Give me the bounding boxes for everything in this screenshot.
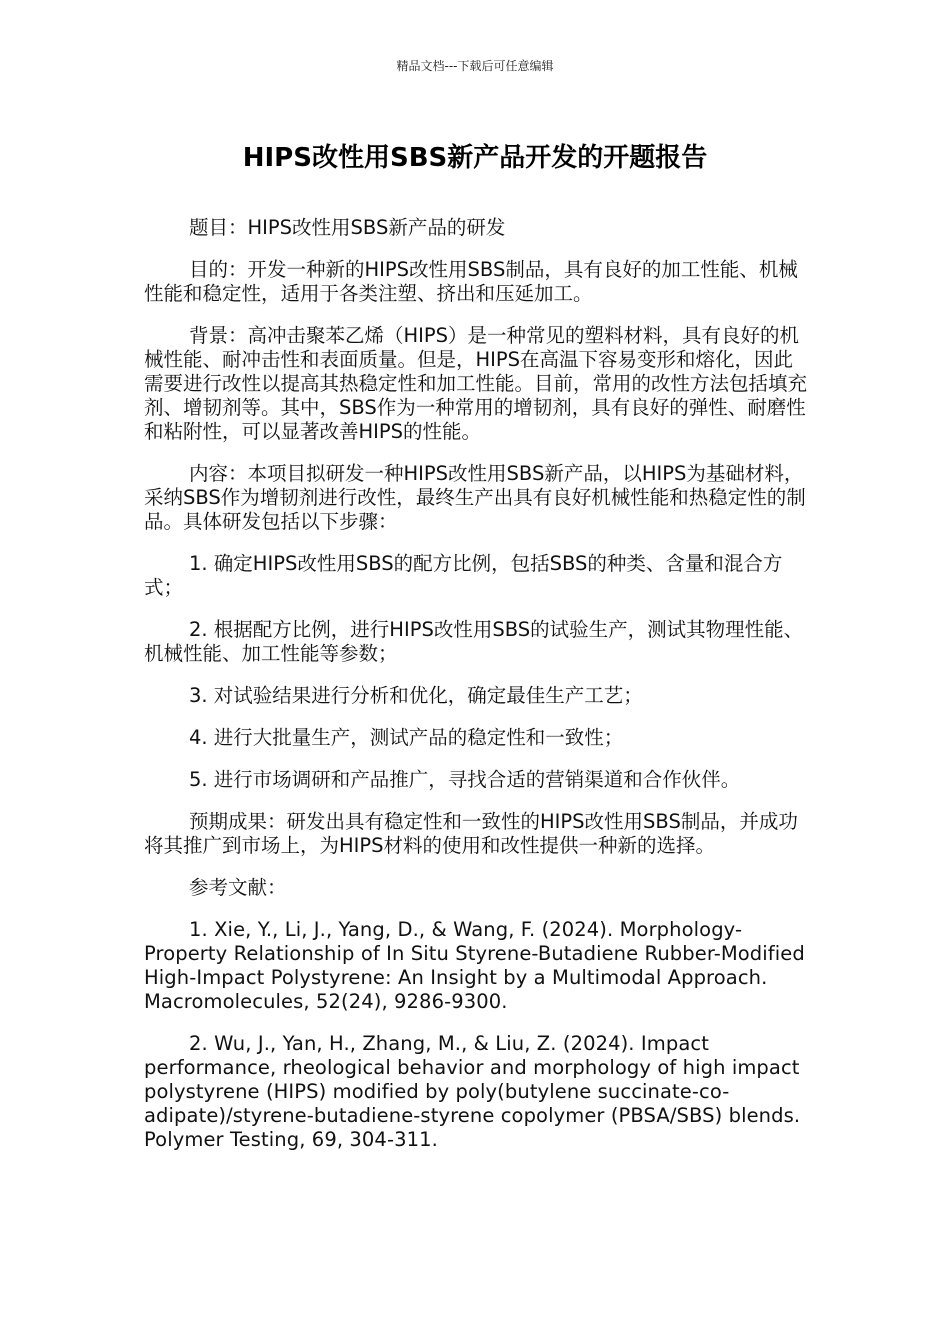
reference-item: 1. Xie, Y., Li, J., Yang, D., & Wang, F. (2024). Morphology-Property Relationship of In Situ Styrene-Butadiene Rubber-Modified High-Impact Polystyrene: An Insight by a Multimodal Approach. Macromolecules, 52(24), 9286-9300. — [144, 918, 805, 1013]
step-item: 3. 对试验结果进行分析和优化，确定最佳生产工艺； — [189, 684, 643, 707]
purpose-paragraph: 目的：开发一种新的HIPS改性用SBS制品，具有良好的加工性能、机械性能和稳定性，适用于各类注塑、挤出和压延加工。 — [144, 258, 798, 305]
reference-item: 2. Wu, J., Yan, H., Zhang, M., & Liu, Z. (2024). Impact performance, rheological behavior and morphology of high impact polystyrene (HIPS) modified by poly(butylene succinate-co-adipate)/styrene-butadiene-styrene copolymer (PBSA/SBS) blends. Polymer Testing, 69, 304-311. — [144, 1032, 801, 1151]
expected-results-paragraph: 预期成果：研发出具有稳定性和一致性的HIPS改性用SBS制品，并成功将其推广到市场上，为HIPS材料的使用和改性提供一种新的选择。 — [144, 810, 798, 857]
step-item: 2. 根据配方比例，进行HIPS改性用SBS的试验生产，测试其物理性能、机械性能、加工性能等参数； — [144, 618, 804, 665]
content-paragraph: 内容：本项目拟研发一种HIPS改性用SBS新产品，以HIPS为基础材料，采纳SBS作为增韧剂进行改性，最终生产出具有良好机械性能和热稳定性的制品。具体研发包括以下步骤： — [144, 462, 806, 533]
step-item: 5. 进行市场调研和产品推广，寻找合适的营销渠道和合作伙伴。 — [189, 768, 741, 791]
step-item: 1. 确定HIPS改性用SBS的配方比例，包括SBS的种类、含量和混合方式； — [144, 552, 783, 599]
document-title: HIPS改性用SBS新产品开发的开题报告 — [242, 143, 708, 173]
topic-paragraph: 题目：HIPS改性用SBS新产品的研发 — [189, 216, 506, 239]
step-item: 4. 进行大批量生产，测试产品的稳定性和一致性； — [189, 726, 624, 749]
page-header-note: 精品文档---下载后可任意编辑 — [396, 59, 554, 73]
references-heading: 参考文献： — [189, 876, 287, 899]
document-body — [144, 216, 810, 1170]
background-paragraph: 背景：高冲击聚苯乙烯（HIPS）是一种常见的塑料材料，具有良好的机械性能、耐冲击性和表面质量。但是，HIPS在高温下容易变形和熔化，因此需要进行改性以提高其热稳定性和加工性能。目前，常用的改性方法包括填充剂、增韧剂等。其中，SBS作为一种常用的增韧剂，具有良好的弹性、耐磨性和粘附性，可以显著改善HIPS的性能。 — [144, 324, 808, 443]
